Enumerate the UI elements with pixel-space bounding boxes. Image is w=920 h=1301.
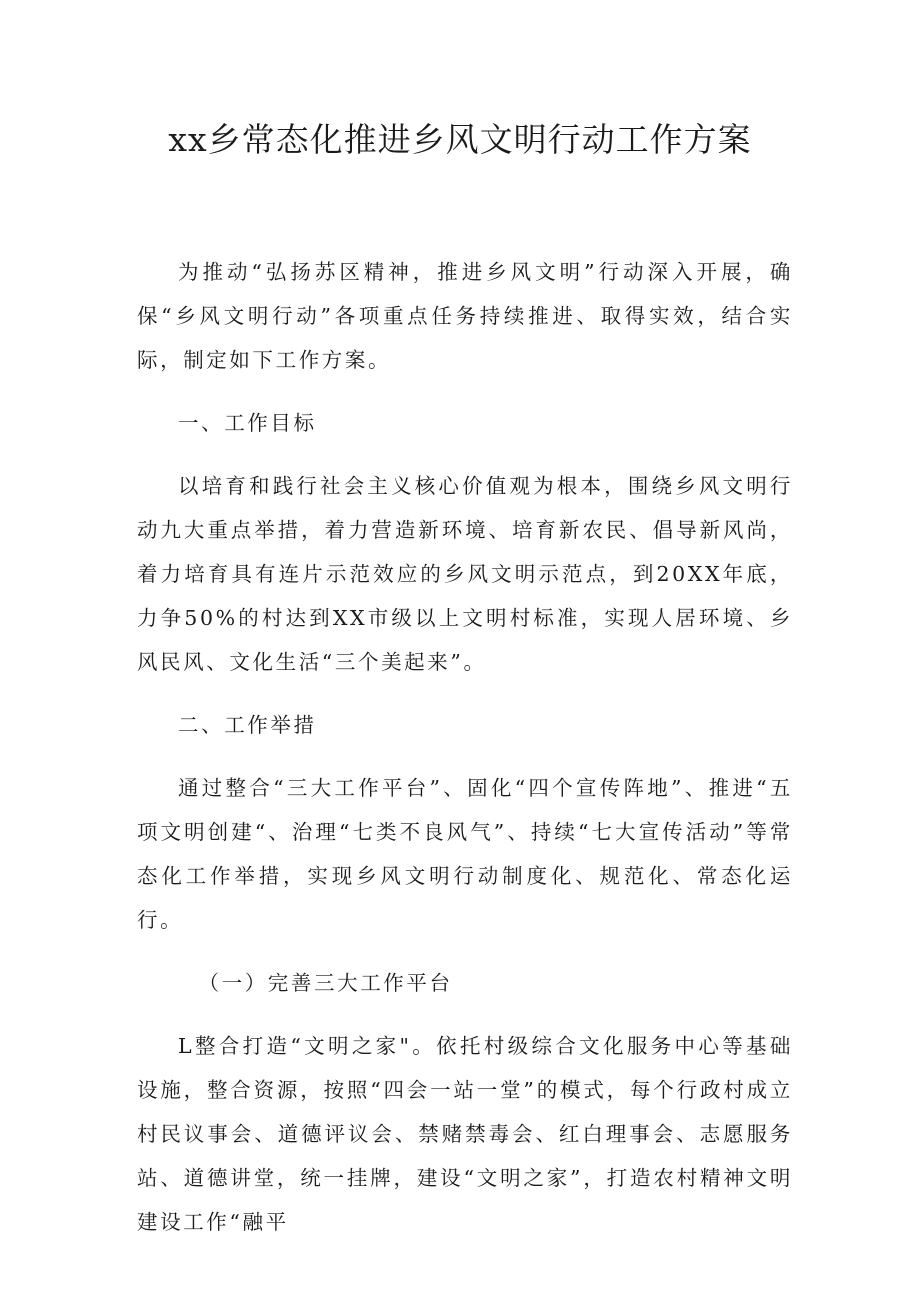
section-heading-measures: 二、工作举措 — [178, 713, 317, 737]
section-heading-goals: 一、工作目标 — [178, 411, 317, 435]
document-title: xx乡常态化推进乡风文明行动工作方案 — [168, 120, 752, 159]
measures-paragraph: 通过整合“三大工作平台”、固化“四个宣传阵地”、推进“五项文明创建“、治理“七类不良风气”、持续“七大宣传活动”等常态化工作举措，实现乡风文明行动制度化、规范化、常态化运行。 — [137, 776, 793, 932]
platforms-paragraph: L整合打造“文明之家"。依托村级综合文化服务中心等基础设施，整合资源，按照“四会一站一堂”的模式，每个行政村成立村民议事会、道德评议会、禁赌禁毒会、红白理事会、志愿服务站、道德讲堂，统一挂牌，建设“文明之家”，打造农村精神文明建设工作“融平 — [137, 1034, 793, 1234]
intro-paragraph: 为推动“弘扬苏区精神，推进乡风文明”行动深入开展，确保“乡风文明行动”各项重点任务持续推进、取得实效，结合实际，制定如下工作方案。 — [137, 260, 793, 372]
document-body — [137, 250, 793, 1244]
goals-paragraph: 以培育和践行社会主义核心价值观为根本，围绕乡风文明行动九大重点举措，着力营造新环境、培育新农民、倡导新风尚，着力培育具有连片示范效应的乡风文明示范点，到20XX年底，力争50%的村达到XX市级以上文明村标准，实现人居环境、乡风民风、文化生活“三个美起来”。 — [137, 474, 793, 674]
subsection-heading-platforms: （一）完善三大工作平台 — [198, 971, 453, 995]
